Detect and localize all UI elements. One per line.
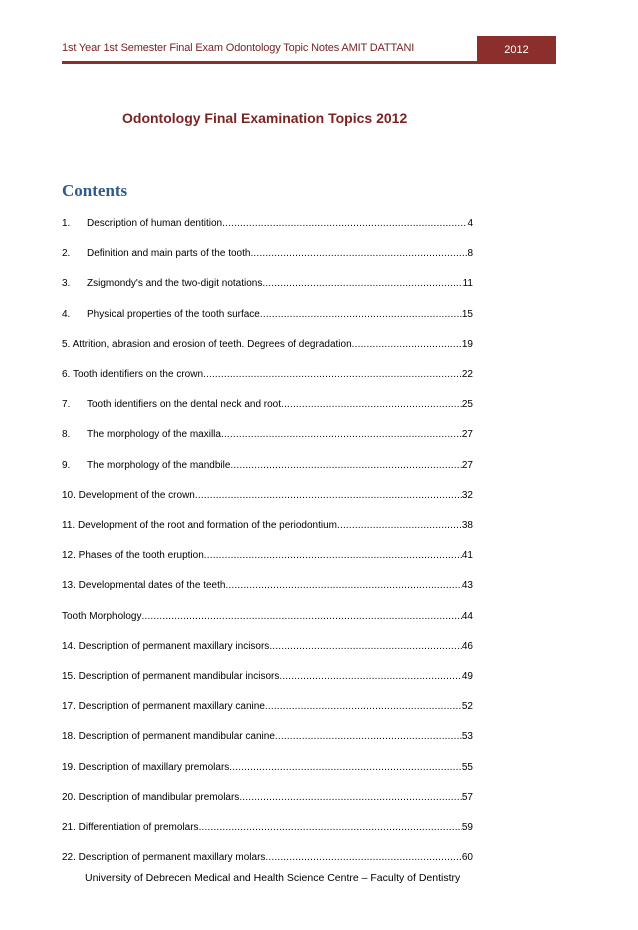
toc-dot-leader [222, 216, 467, 232]
toc-dot-leader [204, 548, 462, 564]
toc-dot-leader [262, 276, 462, 292]
toc-entry[interactable] [62, 518, 473, 534]
toc-entry[interactable] [62, 669, 473, 685]
toc-entry[interactable] [62, 276, 473, 292]
header-title: 1st Year 1st Semester Final Exam Odontology Topic Notes AMIT DATTANI [62, 36, 477, 64]
toc-page-number: 44 [461, 610, 473, 622]
toc-entry-number: 9. [62, 459, 71, 471]
toc-page-number: 53 [461, 731, 473, 743]
toc-entry-title: 22. Description of permanent maxillary molars [62, 852, 266, 864]
toc-entry-title: 10. Development of the crown [62, 489, 195, 501]
toc-entry[interactable] [62, 397, 473, 413]
toc-dot-leader [260, 307, 462, 323]
toc-entry-title: 13. Developmental dates of the teeth [62, 580, 226, 592]
toc-entry-number: 4. [62, 308, 71, 320]
toc-dot-leader [221, 427, 462, 443]
toc-page-number: 57 [461, 791, 473, 803]
toc-entry[interactable] [62, 699, 473, 715]
document-title: Odontology Final Examination Topics 2012 [122, 110, 408, 126]
toc-entry-title: 21. Differentiation of premolars [62, 822, 199, 833]
toc-dot-leader [225, 578, 461, 594]
toc-dot-leader [265, 699, 462, 715]
header-year-badge: 2012 [477, 36, 556, 64]
toc-entry-number: 2. [62, 248, 71, 260]
toc-entry[interactable] [62, 337, 473, 353]
toc-page-number: 46 [461, 640, 473, 652]
toc-page-number: 15 [461, 308, 473, 320]
toc-entry[interactable] [62, 850, 473, 866]
toc-page-number: 38 [461, 520, 473, 531]
toc-page-number: 49 [461, 671, 473, 682]
toc-page-number: 41 [461, 550, 473, 562]
toc-entry[interactable] [62, 216, 473, 232]
toc-page-number: 8 [467, 248, 473, 260]
toc-dot-leader [275, 729, 462, 745]
toc-dot-leader [239, 790, 462, 806]
toc-entry-title: 6. Tooth identifiers on the crown [62, 369, 204, 380]
toc-dot-leader [230, 458, 461, 474]
toc-entry[interactable] [62, 458, 473, 474]
toc-entry-number: 7. [62, 399, 71, 411]
toc-entry[interactable] [62, 427, 473, 443]
toc-entry-number: 8. [62, 429, 71, 441]
toc-entry-title: 14. Description of permanent maxillary incisors [62, 640, 270, 652]
toc-entry[interactable] [62, 729, 473, 745]
toc-dot-leader [352, 337, 462, 353]
toc-entry-title: 17. Description of permanent maxillary canine [62, 701, 265, 713]
toc-entry-title: The morphology of the maxilla [87, 429, 221, 441]
toc-dot-leader [199, 820, 462, 836]
page-footer: University of Debrecen Medical and Health Science Centre – Faculty of Dentistry [85, 872, 461, 884]
toc-entry[interactable] [62, 488, 473, 504]
toc-entry-title: 5. Attrition, abrasion and erosion of teeth. Degrees of degradation [62, 338, 352, 350]
toc-entry-title: 18. Description of permanent mandibular canine [62, 731, 275, 743]
toc-page-number: 32 [461, 489, 473, 501]
toc-dot-leader [142, 609, 462, 625]
page-header [62, 36, 556, 64]
toc-entry[interactable] [62, 639, 473, 655]
toc-dot-leader [279, 669, 462, 685]
toc-entry-number: 3. [62, 278, 71, 290]
toc-page-number: 25 [461, 399, 473, 411]
toc-entry-title: Definition and main parts of the tooth [87, 248, 251, 260]
toc-entry-title: 20. Description of mandibular premolars [62, 791, 240, 803]
toc-entry-number: 1. [62, 218, 71, 229]
toc-page-number: 27 [461, 429, 473, 441]
toc-page-number: 27 [461, 459, 473, 471]
toc-entry[interactable] [62, 367, 473, 383]
toc-entry[interactable] [62, 820, 473, 836]
toc-entry[interactable] [62, 548, 473, 564]
toc-page-number: 4 [467, 218, 473, 229]
toc-page-number: 19 [461, 338, 473, 350]
toc-entry[interactable] [62, 760, 473, 776]
toc-page-number: 22 [461, 369, 473, 380]
toc-dot-leader [337, 518, 462, 534]
toc-entry-title: 19. Description of maxillary premolars [62, 761, 230, 773]
toc-page-number: 59 [461, 822, 473, 833]
toc-entry-title: Tooth identifiers on the dental neck and root [87, 399, 282, 411]
toc-entry-title: 12. Phases of the tooth eruption [62, 550, 204, 562]
toc-entry-title: Physical properties of the tooth surface [87, 308, 260, 320]
toc-entry-title: Tooth Morphology [62, 610, 142, 622]
toc-dot-leader [250, 246, 467, 262]
contents-heading: Contents [62, 181, 128, 200]
toc-entry-title: Zsigmondy's and the two-digit notations [87, 278, 263, 290]
toc-dot-leader [265, 850, 461, 866]
toc-entry[interactable] [62, 609, 473, 625]
toc-entry[interactable] [62, 790, 473, 806]
toc-dot-leader [195, 488, 462, 504]
toc-entry-title: The morphology of the mandbile [87, 459, 231, 471]
toc-page-number: 60 [461, 852, 473, 864]
toc-entry[interactable] [62, 578, 473, 594]
toc-page-number: 52 [461, 701, 473, 713]
toc-entry-title: Description of human dentition [87, 218, 223, 229]
toc-entry-title: 15. Description of permanent mandibular incisors [62, 671, 280, 682]
toc-dot-leader [203, 367, 462, 383]
toc-dot-leader [229, 760, 462, 776]
toc-page-number: 11 [462, 278, 473, 290]
toc-entry[interactable] [62, 307, 473, 323]
toc-page-number: 55 [461, 761, 473, 773]
toc-page-number: 43 [461, 580, 473, 592]
toc-dot-leader [269, 639, 462, 655]
toc-entry-title: 11. Development of the root and formation of the periodontium [62, 520, 337, 531]
toc-dot-leader [281, 397, 462, 413]
toc-entry[interactable] [62, 246, 473, 262]
